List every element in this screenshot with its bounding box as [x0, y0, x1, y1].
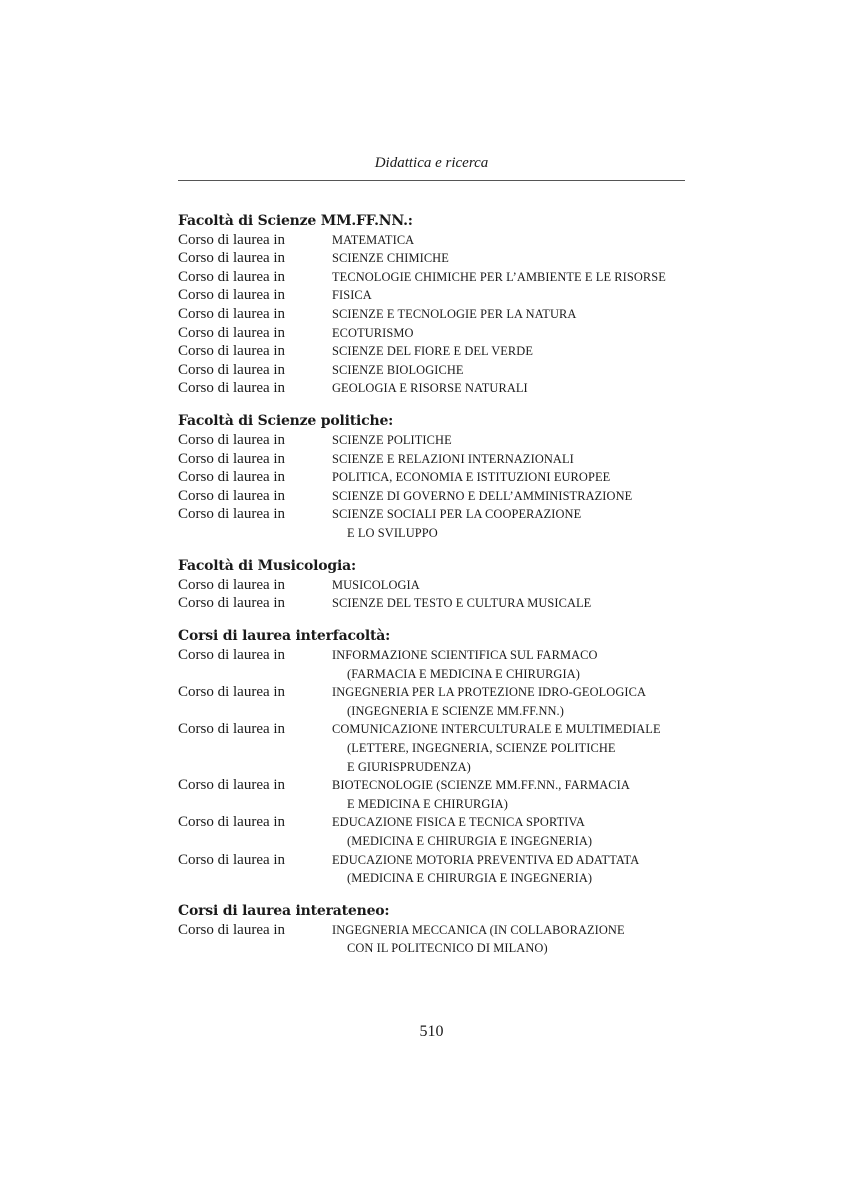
course-label: Corso di laurea in	[178, 324, 286, 341]
course-name-line: SCIENZE E RELAZIONI INTERNAZIONALI	[332, 451, 574, 466]
course-name-continuation: (LETTERE, INGEGNERIA, SCIENZE POLITICHE	[347, 740, 616, 755]
course-label: Corso di laurea in	[178, 684, 286, 701]
course-label: Corso di laurea in	[178, 487, 286, 504]
course-row	[178, 921, 698, 958]
course-row	[178, 342, 698, 361]
section-title: Facoltà di Musicologia:	[178, 558, 356, 575]
course-label: Corso di laurea in	[178, 432, 286, 449]
course-name-line: EDUCAZIONE FISICA E TECNICA SPORTIVA	[332, 815, 585, 830]
course-row	[178, 379, 698, 398]
course-name	[332, 286, 372, 305]
course-label: Corso di laurea in	[178, 305, 286, 322]
faculty-section	[178, 902, 698, 958]
course-name	[332, 305, 576, 324]
course-name	[332, 379, 528, 398]
course-row	[178, 646, 698, 683]
course-name	[332, 361, 464, 380]
course-row	[178, 813, 698, 850]
page-number: 510	[419, 1023, 444, 1040]
course-label: Corso di laurea in	[178, 921, 286, 938]
course-name-continuation: (FARMACIA E MEDICINA E CHIRURGIA)	[347, 666, 580, 681]
course-row	[178, 720, 698, 776]
course-row	[178, 468, 698, 487]
section-title: Facoltà di Scienze MM.FF.NN.:	[178, 213, 413, 229]
course-row	[178, 450, 698, 469]
course-label: Corso di laurea in	[178, 506, 286, 523]
course-name-line: EDUCAZIONE MOTORIA PREVENTIVA ED ADATTATA	[332, 852, 640, 867]
course-label: Corso di laurea in	[178, 250, 286, 267]
course-name-line: INFORMAZIONE SCIENTIFICA SUL FARMACO	[332, 647, 598, 662]
course-name-line: SCIENZE SOCIALI PER LA COOPERAZIONE	[332, 507, 582, 522]
course-name-line: TECNOLOGIE CHIMICHE PER L’AMBIENTE E LE RISORSE	[332, 269, 666, 284]
faculty-section	[178, 557, 698, 613]
course-row	[178, 505, 698, 542]
course-label: Corso di laurea in	[178, 595, 286, 612]
course-row	[178, 431, 698, 450]
course-name-line: GEOLOGIA E RISORSE NATURALI	[332, 381, 528, 396]
course-name	[332, 487, 632, 506]
course-label: Corso di laurea in	[178, 851, 286, 868]
course-row	[178, 249, 698, 268]
course-name-line: FISICA	[332, 288, 372, 303]
course-label: Corso di laurea in	[178, 361, 286, 378]
course-name-continuation: E GIURISPRUDENZA)	[347, 759, 471, 774]
course-name-line: BIOTECNOLOGIE (SCIENZE MM.FF.NN., FARMACIA	[332, 778, 630, 793]
course-name	[332, 776, 630, 813]
course-name-line: ECOTURISMO	[332, 325, 414, 340]
course-name-line: SCIENZE CHIMICHE	[332, 251, 449, 266]
course-name-continuation: CON IL POLITECNICO DI MILANO)	[347, 941, 548, 956]
faculty-section	[178, 627, 698, 887]
course-name	[332, 646, 598, 683]
course-name-line: INGEGNERIA PER LA PROTEZIONE IDRO-GEOLOGICA	[332, 685, 647, 700]
course-name-line: SCIENZE E TECNOLOGIE PER LA NATURA	[332, 306, 577, 321]
course-row	[178, 305, 698, 324]
course-row	[178, 324, 698, 343]
course-name	[332, 450, 574, 469]
course-name	[332, 468, 610, 487]
course-row	[178, 268, 698, 287]
course-row	[178, 361, 698, 380]
course-name-continuation: E MEDICINA E CHIRURGIA)	[347, 796, 508, 811]
course-name	[332, 505, 581, 542]
course-name-line: POLITICA, ECONOMIA E ISTITUZIONI EUROPEE	[332, 470, 611, 485]
course-name-line: INGEGNERIA MECCANICA (IN COLLABORAZIONE	[332, 922, 625, 937]
course-name-line: SCIENZE DEL TESTO E CULTURA MUSICALE	[332, 596, 592, 611]
course-label: Corso di laurea in	[178, 287, 286, 304]
course-label: Corso di laurea in	[178, 777, 286, 794]
course-name	[332, 431, 452, 450]
course-label: Corso di laurea in	[178, 380, 286, 397]
course-name-line: MUSICOLOGIA	[332, 577, 420, 592]
course-name-line: SCIENZE DI GOVERNO E DELL’AMMINISTRAZIONE	[332, 488, 633, 503]
faculty-section	[178, 212, 698, 398]
course-name	[332, 576, 420, 595]
course-name-continuation: E LO SVILUPPO	[347, 526, 438, 540]
course-name-line: MATEMATICA	[332, 232, 415, 247]
course-label: Corso di laurea in	[178, 343, 286, 360]
section-title: Corsi di laurea interfacoltà:	[178, 628, 391, 645]
course-label: Corso di laurea in	[178, 576, 286, 593]
section-title: Facoltà di Scienze politiche:	[178, 413, 394, 430]
course-label: Corso di laurea in	[178, 268, 286, 285]
course-name-line: COMUNICAZIONE INTERCULTURALE E MULTIMEDIALE	[332, 722, 661, 737]
running-header: Didattica e ricerca	[374, 155, 489, 171]
header-rule	[178, 180, 685, 181]
course-name	[332, 813, 592, 850]
course-name	[332, 342, 533, 361]
course-label: Corso di laurea in	[178, 450, 286, 467]
course-name	[332, 851, 639, 888]
course-label: Corso di laurea in	[178, 721, 286, 738]
course-row	[178, 851, 698, 888]
course-row	[178, 776, 698, 813]
page-content	[178, 212, 698, 972]
course-name	[332, 324, 414, 343]
faculty-section	[178, 412, 698, 542]
section-title: Corsi di laurea interateneo:	[178, 903, 390, 920]
course-name	[332, 594, 591, 613]
course-name-line: SCIENZE DEL FIORE E DEL VERDE	[332, 344, 534, 359]
course-name-continuation: (INGEGNERIA E SCIENZE MM.FF.NN.)	[347, 703, 564, 718]
course-name	[332, 231, 414, 250]
course-row	[178, 231, 698, 250]
course-row	[178, 487, 698, 506]
course-label: Corso di laurea in	[178, 646, 286, 663]
course-name	[332, 249, 449, 268]
course-name-continuation: (MEDICINA E CHIRURGIA E INGEGNERIA)	[347, 871, 593, 886]
course-name	[332, 921, 625, 958]
course-row	[178, 594, 698, 613]
course-name	[332, 720, 661, 776]
course-name-line: SCIENZE BIOLOGICHE	[332, 362, 464, 377]
course-label: Corso di laurea in	[178, 814, 286, 831]
course-label: Corso di laurea in	[178, 469, 286, 486]
course-name-line: SCIENZE POLITICHE	[332, 433, 452, 448]
course-row	[178, 683, 698, 720]
course-label: Corso di laurea in	[178, 231, 286, 248]
course-name	[332, 683, 646, 720]
course-row	[178, 286, 698, 305]
course-name-continuation: (MEDICINA E CHIRURGIA E INGEGNERIA)	[347, 833, 593, 848]
course-name	[332, 268, 666, 287]
course-row	[178, 576, 698, 595]
